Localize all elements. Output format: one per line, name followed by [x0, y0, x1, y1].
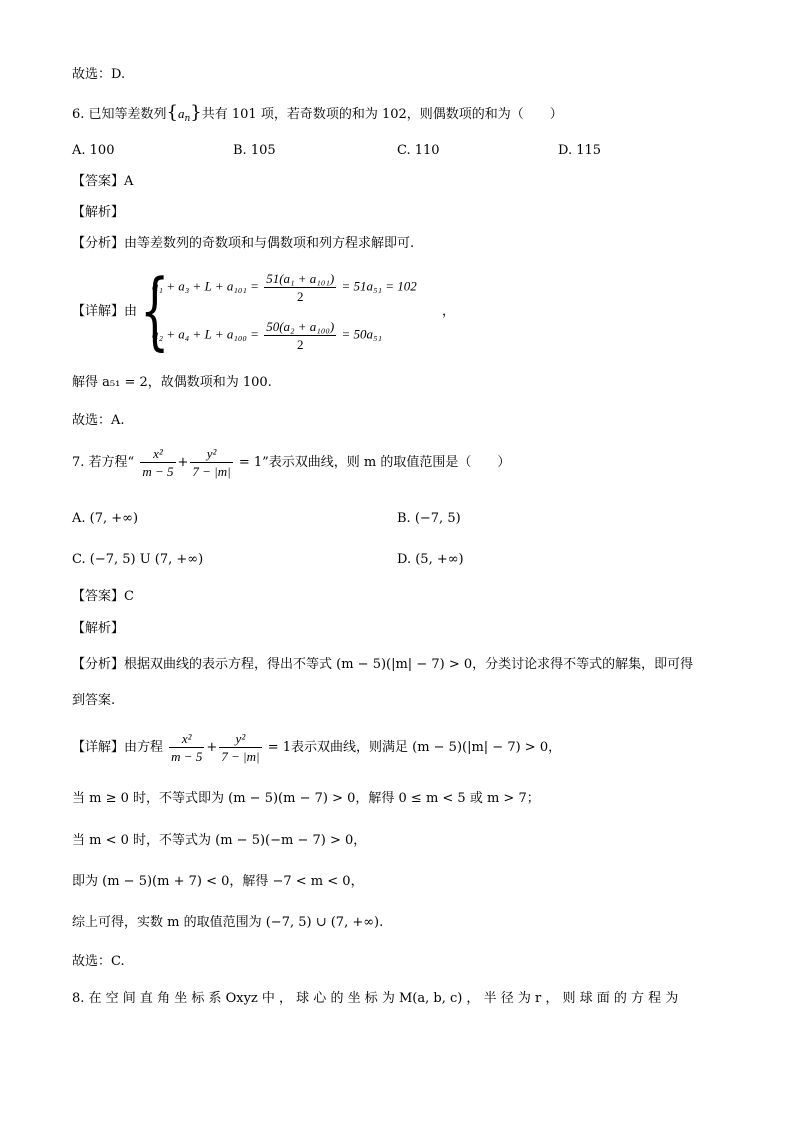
q6-equation-1 — [152, 270, 417, 305]
q7-xj-numerator-y: y² — [219, 730, 261, 748]
q7-fenxi-line-2: 到答案. — [72, 693, 116, 708]
q6-eq1-rhs: = 51a₅₁ = 102 — [341, 278, 417, 294]
q7-xj-numerator-x: x² — [169, 730, 204, 748]
q7-answer: 【答案】C — [72, 589, 134, 604]
brace-right: } — [190, 102, 202, 123]
q6-eq2-fraction — [264, 318, 336, 353]
q6-suffix: 共有 101 项，若奇数项的和为 102，则偶数项的和为（ ） — [201, 107, 563, 122]
q6-choice: 故选：A. — [72, 413, 125, 428]
q7-xj-plus: + — [206, 740, 218, 755]
q6-option-b: B. 105 — [233, 143, 276, 158]
text-line: 故选：D. — [72, 67, 126, 82]
q6-option-c: C. 110 — [397, 143, 440, 158]
q7-fraction-y — [190, 445, 232, 480]
q6-eq1-denominator: 2 — [296, 289, 304, 304]
question-7-stem — [72, 445, 510, 480]
q7-choice: 故选：C. — [72, 954, 125, 969]
q7-numerator-x: x² — [140, 445, 175, 463]
q7-xiangjie — [72, 730, 561, 765]
q7-summary: 综上可得，实数 m 的取值范围为 (−7, 5) ∪ (7, +∞). — [72, 915, 384, 930]
q6-xiangjie-label: 【详解】由 — [72, 304, 138, 319]
q6-option-a: A. 100 — [72, 143, 115, 158]
q7-numerator-y: y² — [190, 445, 232, 463]
q7-denominator-y: 7 − |m| — [192, 464, 231, 479]
q6-eq2-rhs: = 50a₅₁ — [341, 326, 383, 342]
q7-xj-prefix: 【详解】由方程 — [72, 740, 164, 755]
q7-xj-fraction-y — [219, 730, 261, 765]
question-8-stem: 8. 在 空 间 直 角 坐 标 系 Oxyz 中 ， 球 心 的 坐 标 为 M(a, b, c) ， 半 径 为 r ， 则 球 面 的 方 程 为 — [72, 991, 679, 1006]
q7-option-d: D. (5, +∞) — [397, 552, 464, 567]
q6-eq2-lhs: a₂ + a₄ + L + a₁₀₀ = — [152, 326, 259, 342]
brace-left: { — [166, 102, 178, 123]
q6-fenxi: 【分析】由等差数列的奇数项和与偶数项和列方程求解即可. — [72, 236, 415, 251]
q7-xj-suffix: = 1表示双曲线，则满足 (m − 5)(|m| − 7) > 0， — [267, 740, 562, 755]
q7-analysis-heading: 【解析】 — [72, 621, 125, 636]
q6-analysis-heading: 【解析】 — [72, 205, 125, 220]
q7-xj-denominator-x: m − 5 — [171, 749, 203, 764]
q7-case-1: 当 m ≥ 0 时，不等式即为 (m − 5)(m − 7) > 0，解得 0 ≤ m < 5 或 m > 7； — [72, 791, 540, 806]
q7-prefix: 7. 若方程“ — [72, 455, 135, 470]
q6-eq2-denominator: 2 — [296, 337, 304, 352]
q6-sequence: a — [178, 106, 185, 121]
equation-system-brace: { — [140, 261, 170, 359]
q7-xj-fraction-x — [169, 730, 204, 765]
q6-solution: 解得 a₅₁ = 2，故偶数项和为 100. — [72, 375, 272, 390]
q7-option-b: B. (−7, 5) — [397, 511, 461, 526]
q6-equation-2 — [152, 318, 382, 353]
q7-fenxi-line-1: 【分析】根据双曲线的表示方程，得出不等式 (m − 5)(|m| − 7) > 0，分类讨论求得不等式的解集，即可得 — [72, 657, 694, 672]
q6-option-d: D. 115 — [558, 143, 602, 158]
q6-prefix: 6. 已知等差数列 — [72, 107, 167, 122]
q7-denominator-x: m − 5 — [142, 464, 174, 479]
q6-eq1-lhs: a₁ + a₃ + L + a₁₀₁ = — [152, 278, 259, 294]
q7-option-c: C. (−7, 5) U (7, +∞) — [72, 552, 204, 567]
q7-case-3: 即为 (m − 5)(m + 7) < 0，解得 −7 < m < 0， — [72, 874, 364, 889]
question-6-stem — [72, 104, 563, 128]
q7-fraction-x — [140, 445, 175, 480]
q7-option-a: A. (7, +∞) — [72, 511, 139, 526]
q6-answer: 【答案】A — [72, 174, 134, 189]
q7-case-2: 当 m < 0 时，不等式为 (m − 5)(−m − 7) > 0， — [72, 833, 367, 848]
q6-sequence-sub: n — [184, 114, 191, 124]
q6-eq1-fraction — [264, 270, 336, 305]
q6-eq2-numerator: 50(a₂ + a₁₀₀) — [266, 319, 335, 334]
q7-plus: + — [177, 455, 189, 470]
q7-xj-denominator-y: 7 − |m| — [221, 749, 260, 764]
q6-eq1-numerator: 51(a₁ + a₁₀₁) — [266, 271, 335, 286]
q6-equation-comma: ， — [442, 304, 456, 319]
q7-suffix: = 1”表示双曲线，则 m 的取值范围是（ ） — [238, 455, 511, 470]
